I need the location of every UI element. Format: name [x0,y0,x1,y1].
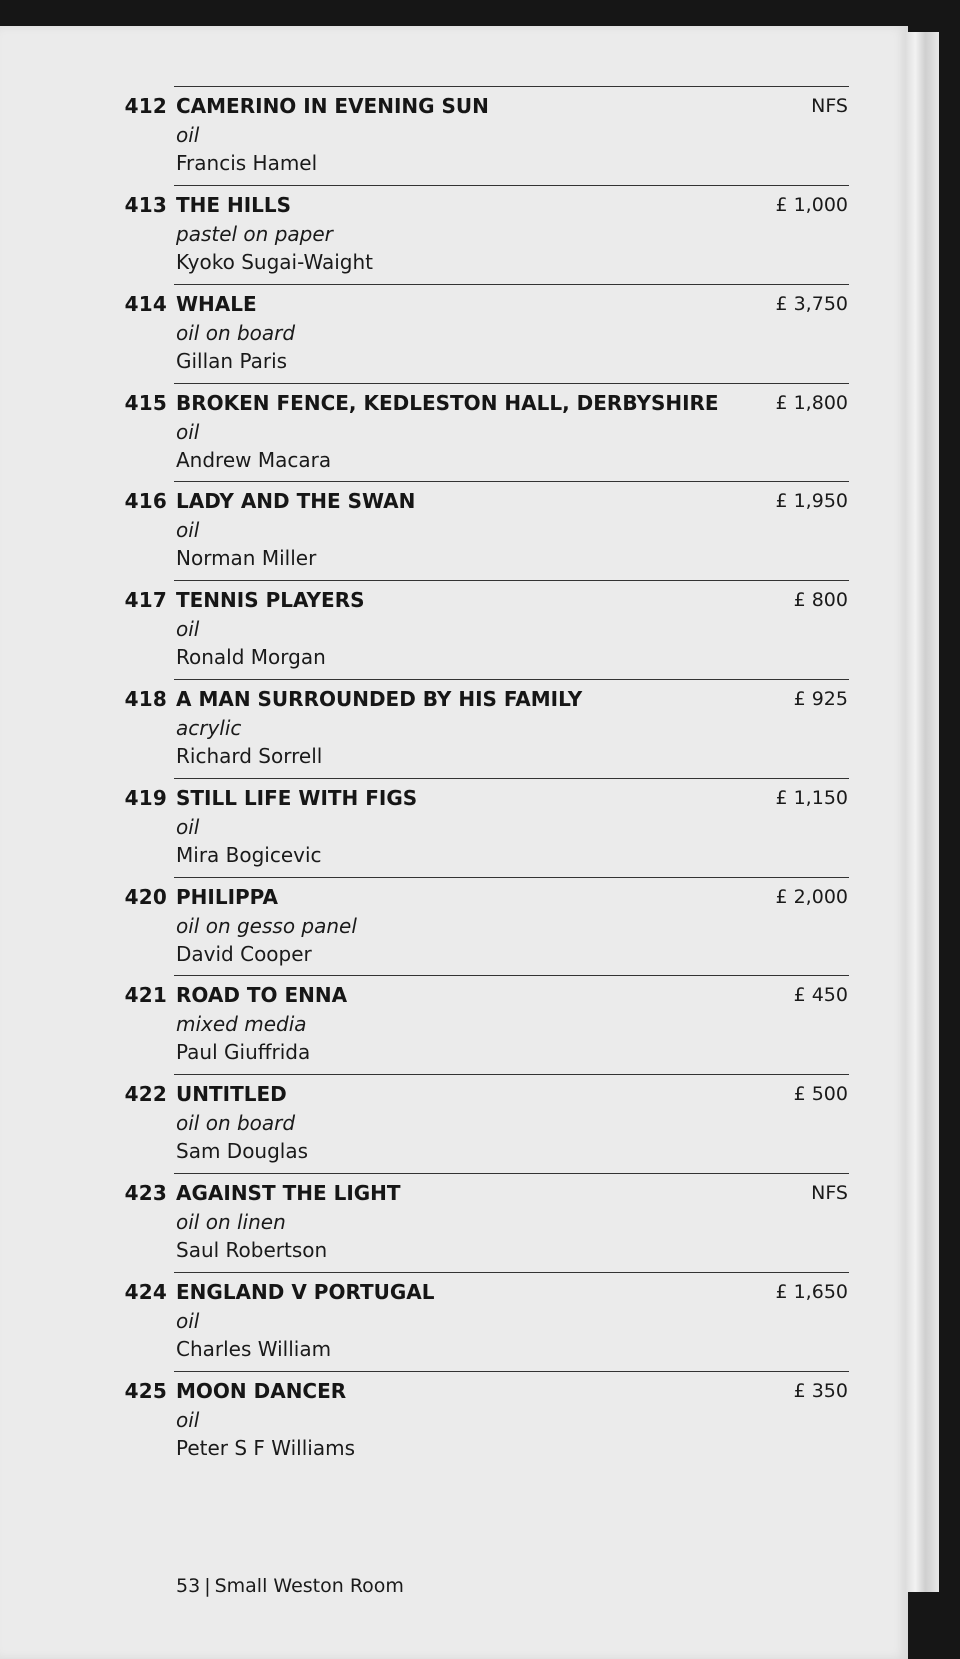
artwork-title: AGAINST THE LIGHT [176,1181,401,1205]
artist-name: Mira Bogicevic [176,843,322,867]
lot-number: 418 [124,687,167,711]
artwork-title: A MAN SURROUNDED BY HIS FAMILY [176,687,583,711]
lot-number: 412 [124,94,167,118]
artist-name: David Cooper [176,942,312,966]
lot-number: 420 [124,885,167,909]
artwork-medium: oil [176,420,200,444]
divider [174,481,849,482]
divider [174,679,849,680]
lot-number: 416 [124,489,167,513]
lot-number: 423 [124,1181,167,1205]
artist-name: Andrew Macara [176,448,332,472]
divider [174,383,849,384]
artist-name: Richard Sorrell [176,744,323,768]
artwork-price: £ 925 [793,688,848,710]
divider [174,86,849,87]
artist-name: Paul Giuffrida [176,1040,311,1064]
artwork-price: £ 1,800 [775,392,848,414]
catalogue-entry [0,284,908,382]
divider [174,1272,849,1273]
artwork-title: TENNIS PLAYERS [176,588,365,612]
artwork-title: ROAD TO ENNA [176,983,348,1007]
artwork-medium: acrylic [176,716,242,740]
divider [174,1074,849,1075]
lot-number: 419 [124,786,167,810]
divider [174,877,849,878]
artwork-medium: oil [176,1309,200,1333]
artwork-title: LADY AND THE SWAN [176,489,416,513]
artist-name: Norman Miller [176,546,317,570]
divider [174,580,849,581]
lot-number: 413 [124,193,167,217]
artwork-medium: oil on gesso panel [176,914,357,938]
lot-number: 424 [124,1280,167,1304]
divider [174,1371,849,1372]
page-footer [176,1575,404,1597]
artwork-price: £ 500 [793,1083,848,1105]
catalogue-entry [0,1074,908,1172]
artwork-price: £ 800 [793,589,848,611]
artist-name: Francis Hamel [176,151,318,175]
lot-number: 414 [124,292,167,316]
artist-name: Saul Robertson [176,1238,328,1262]
catalogue-entry [0,1371,908,1469]
catalogue-entry [0,86,908,184]
artwork-medium: oil [176,815,200,839]
artwork-price: NFS [811,95,848,117]
lot-number: 417 [124,588,167,612]
lot-number: 415 [124,391,167,415]
catalogue-entry [0,975,908,1073]
artist-name: Kyoko Sugai-Waight [176,250,374,274]
catalogue-entry [0,185,908,283]
artwork-title: CAMERINO IN EVENING SUN [176,94,489,118]
artwork-title: THE HILLS [176,193,292,217]
divider [174,284,849,285]
artwork-price: NFS [811,1182,848,1204]
artwork-price: £ 2,000 [775,886,848,908]
room-name: Small Weston Room [214,1575,404,1597]
artwork-medium: oil on linen [176,1210,286,1234]
catalogue-page [0,26,908,1659]
page-number: 53 [176,1575,201,1597]
divider [174,185,849,186]
artwork-medium: oil on board [176,1111,296,1135]
artwork-price: £ 350 [793,1380,848,1402]
artwork-title: STILL LIFE WITH FIGS [176,786,418,810]
artist-name: Ronald Morgan [176,645,326,669]
artist-name: Sam Douglas [176,1139,309,1163]
lot-number: 422 [124,1082,167,1106]
catalogue-entry [0,778,908,876]
artwork-medium: oil on board [176,321,296,345]
artwork-price: £ 1,150 [775,787,848,809]
artwork-title: BROKEN FENCE, KEDLESTON HALL, DERBYSHIRE [176,391,719,415]
artwork-title: ENGLAND V PORTUGAL [176,1280,435,1304]
catalogue-entry [0,580,908,678]
artwork-title: WHALE [176,292,257,316]
catalogue-entry [0,481,908,579]
artwork-medium: oil [176,617,200,641]
artist-name: Peter S F Williams [176,1436,356,1460]
artwork-title: UNTITLED [176,1082,287,1106]
lot-number: 425 [124,1379,167,1403]
lot-number: 421 [124,983,167,1007]
artwork-medium: oil [176,518,200,542]
artwork-price: £ 1,950 [775,490,848,512]
artwork-medium: pastel on paper [176,222,333,246]
artwork-medium: mixed media [176,1012,307,1036]
catalogue-entry [0,679,908,777]
divider [174,1173,849,1174]
artist-name: Gillan Paris [176,349,288,373]
page-edge [905,32,939,1592]
artwork-price: £ 1,650 [775,1281,848,1303]
artwork-medium: oil [176,1408,200,1432]
footer-separator: | [204,1575,211,1597]
catalogue-entry [0,1272,908,1370]
divider [174,975,849,976]
catalogue-entry [0,383,908,481]
catalogue-entry [0,1173,908,1271]
catalogue-entry [0,877,908,975]
artwork-price: £ 450 [793,984,848,1006]
artwork-title: MOON DANCER [176,1379,347,1403]
divider [174,778,849,779]
artist-name: Charles William [176,1337,332,1361]
artwork-price: £ 3,750 [775,293,848,315]
artwork-title: PHILIPPA [176,885,278,909]
artwork-price: £ 1,000 [775,194,848,216]
artwork-medium: oil [176,123,200,147]
